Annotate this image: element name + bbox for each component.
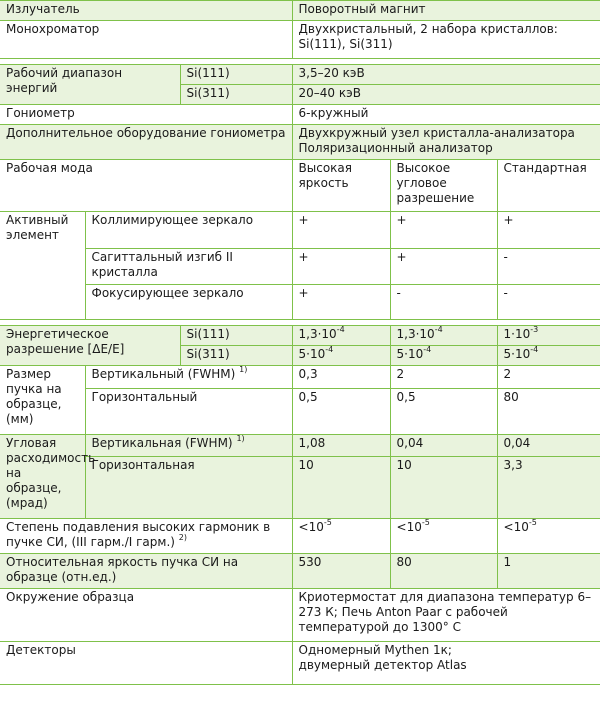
collimating-mirror-mode3: + bbox=[497, 212, 600, 249]
energy-range-si111: Si(111) bbox=[180, 65, 292, 85]
exponent: -5 bbox=[421, 518, 430, 527]
beam-size-horizontal-mode2: 0,5 bbox=[390, 389, 497, 435]
energy-range-si111-value: 3,5–20 кэВ bbox=[292, 65, 600, 85]
beam-size-vertical-mode3: 2 bbox=[497, 366, 600, 389]
focusing-mirror-mode2: - bbox=[390, 285, 497, 320]
value: 5·10 bbox=[396, 347, 424, 361]
exponent: -3 bbox=[530, 325, 539, 334]
row-divergence-vertical bbox=[0, 435, 600, 457]
value: 5·10 bbox=[298, 347, 326, 361]
monochromator-value: Двухкристальный, 2 набора кристаллов: Si(111), Si(311) bbox=[292, 21, 600, 59]
row-energy-range-si111 bbox=[0, 65, 600, 85]
beam-size-horizontal-mode1: 0,5 bbox=[292, 389, 390, 435]
value: <10 bbox=[396, 520, 422, 534]
value: <10 bbox=[503, 520, 529, 534]
active-element-collimating-mirror: Коллимирующее зеркало bbox=[85, 212, 292, 249]
exponent: -4 bbox=[325, 345, 334, 354]
relative-brightness-mode1: 530 bbox=[292, 554, 390, 589]
detectors-line-1: Одномерный Mythen 1к; bbox=[298, 643, 452, 657]
energy-resolution-si311-mode1 bbox=[292, 346, 390, 366]
work-mode-standard: Стандартная bbox=[497, 160, 600, 212]
divergence-vertical-mode2: 0,04 bbox=[390, 435, 497, 457]
divergence-vertical-mode1: 1,08 bbox=[292, 435, 390, 457]
divergence-horizontal-mode1: 10 bbox=[292, 457, 390, 519]
harmonics-mode2 bbox=[390, 519, 497, 554]
footnote-ref: 1) bbox=[236, 434, 245, 443]
value: <10 bbox=[298, 520, 324, 534]
energy-resolution-si111: Si(111) bbox=[180, 326, 292, 346]
row-detectors bbox=[0, 642, 600, 685]
divergence-vertical-mode3: 0,04 bbox=[497, 435, 600, 457]
exponent: -4 bbox=[423, 345, 432, 354]
exponent: -4 bbox=[530, 345, 539, 354]
divergence-vertical bbox=[85, 435, 292, 457]
detectors-line-2: двумерный детектор Atlas bbox=[298, 658, 467, 672]
energy-resolution-si311-mode3 bbox=[497, 346, 600, 366]
harmonics-label bbox=[0, 519, 292, 554]
row-relative-brightness bbox=[0, 554, 600, 589]
active-element-focusing-mirror: Фокусирующее зеркало bbox=[85, 285, 292, 320]
source-value: Поворотный магнит bbox=[292, 1, 600, 21]
relative-brightness-label: Относительная яркость пучка СИ на образце (отн.ед.) bbox=[0, 554, 292, 589]
row-goniometer bbox=[0, 105, 600, 125]
harmonics-mode1 bbox=[292, 519, 390, 554]
exponent: -5 bbox=[323, 518, 332, 527]
energy-range-label: Рабочий диапазон энергий bbox=[0, 65, 180, 105]
row-beam-size-vertical bbox=[0, 366, 600, 389]
relative-brightness-mode2: 80 bbox=[390, 554, 497, 589]
divergence-label: Угловая расходимость на образце, (мрад) bbox=[0, 435, 85, 519]
footnote-ref: 1) bbox=[239, 365, 248, 374]
footnote-ref: 2) bbox=[178, 533, 187, 542]
collimating-mirror-mode2: + bbox=[390, 212, 497, 249]
label-text: Вертикальный (FWHM) bbox=[91, 367, 236, 381]
sagittal-bend-mode3: - bbox=[497, 249, 600, 285]
value: 1,3·10 bbox=[396, 327, 435, 341]
divergence-horizontal: Горизонтальная bbox=[85, 457, 292, 519]
label-text: Вертикальная (FWHM) bbox=[91, 436, 233, 450]
beam-size-vertical-mode1: 0,3 bbox=[292, 366, 390, 389]
extra-equipment-line-1: Двухкружный узел кристалла-анализатора bbox=[298, 126, 575, 140]
focusing-mirror-mode1: + bbox=[292, 285, 390, 320]
energy-resolution-si311: Si(311) bbox=[180, 346, 292, 366]
energy-resolution-si311-mode2 bbox=[390, 346, 497, 366]
work-mode-high-angular-resolution: Высокое угловое разрешение bbox=[390, 160, 497, 212]
sagittal-bend-mode1: + bbox=[292, 249, 390, 285]
detectors-value bbox=[292, 642, 600, 685]
label-text: Степень подавления высоких гармоник в пучке СИ, (III гарм./I гарм.) bbox=[6, 520, 271, 549]
row-extra-equipment bbox=[0, 125, 600, 160]
work-mode-label: Рабочая мода bbox=[0, 160, 292, 212]
beam-size-horizontal-mode3: 80 bbox=[497, 389, 600, 435]
row-energy-resolution-si111 bbox=[0, 326, 600, 346]
row-environment bbox=[0, 589, 600, 642]
row-monochromator bbox=[0, 21, 600, 59]
value: 5·10 bbox=[503, 347, 531, 361]
row-source bbox=[0, 1, 600, 21]
value: 1,3·10 bbox=[298, 327, 337, 341]
energy-resolution-si111-mode1 bbox=[292, 326, 390, 346]
energy-resolution-si111-mode3 bbox=[497, 326, 600, 346]
beam-size-vertical-mode2: 2 bbox=[390, 366, 497, 389]
environment-label: Окружение образца bbox=[0, 589, 292, 642]
extra-equipment-line-2: Поляризационный анализатор bbox=[298, 141, 493, 155]
work-mode-high-brightness: Высокая яркость bbox=[292, 160, 390, 212]
relative-brightness-mode3: 1 bbox=[497, 554, 600, 589]
monochromator-label: Монохроматор bbox=[0, 21, 292, 59]
goniometer-label: Гониометр bbox=[0, 105, 292, 125]
beam-size-horizontal: Горизонтальный bbox=[85, 389, 292, 435]
beam-size-vertical bbox=[85, 366, 292, 389]
source-label: Излучатель bbox=[0, 1, 292, 21]
exponent: -5 bbox=[528, 518, 537, 527]
active-element-label: Активный элемент bbox=[0, 212, 85, 320]
energy-resolution-si111-mode2 bbox=[390, 326, 497, 346]
collimating-mirror-mode1: + bbox=[292, 212, 390, 249]
exponent: -4 bbox=[434, 325, 443, 334]
harmonics-mode3 bbox=[497, 519, 600, 554]
extra-equipment-label: Дополнительное оборудование гониометра bbox=[0, 125, 292, 160]
sagittal-bend-mode2: + bbox=[390, 249, 497, 285]
focusing-mirror-mode3: - bbox=[497, 285, 600, 320]
row-active-sagittal-bend bbox=[0, 249, 600, 285]
divergence-horizontal-mode3: 3,3 bbox=[497, 457, 600, 519]
energy-resolution-label: Энергетическое разрешение [ΔE/E] bbox=[0, 326, 180, 366]
goniometer-value: 6-кружный bbox=[292, 105, 600, 125]
extra-equipment-value bbox=[292, 125, 600, 160]
active-element-sagittal-bend: Сагиттальный изгиб II кристалла bbox=[85, 249, 292, 285]
divergence-horizontal-mode2: 10 bbox=[390, 457, 497, 519]
energy-range-si311: Si(311) bbox=[180, 85, 292, 105]
exponent: -4 bbox=[336, 325, 345, 334]
beam-size-label: Размер пучка на образце, (мм) bbox=[0, 366, 85, 435]
detectors-label: Детекторы bbox=[0, 642, 292, 685]
row-active-focusing-mirror bbox=[0, 285, 600, 320]
energy-range-si311-value: 20–40 кэВ bbox=[292, 85, 600, 105]
environment-value: Криотермостат для диапазона температур 6–273 К; Печь Anton Paar с рабочей температурой до 1300° С bbox=[292, 589, 600, 642]
value: 1·10 bbox=[503, 327, 531, 341]
row-beam-size-horizontal bbox=[0, 389, 600, 435]
row-active-collimating-mirror bbox=[0, 212, 600, 249]
row-harmonics bbox=[0, 519, 600, 554]
row-work-mode bbox=[0, 160, 600, 212]
